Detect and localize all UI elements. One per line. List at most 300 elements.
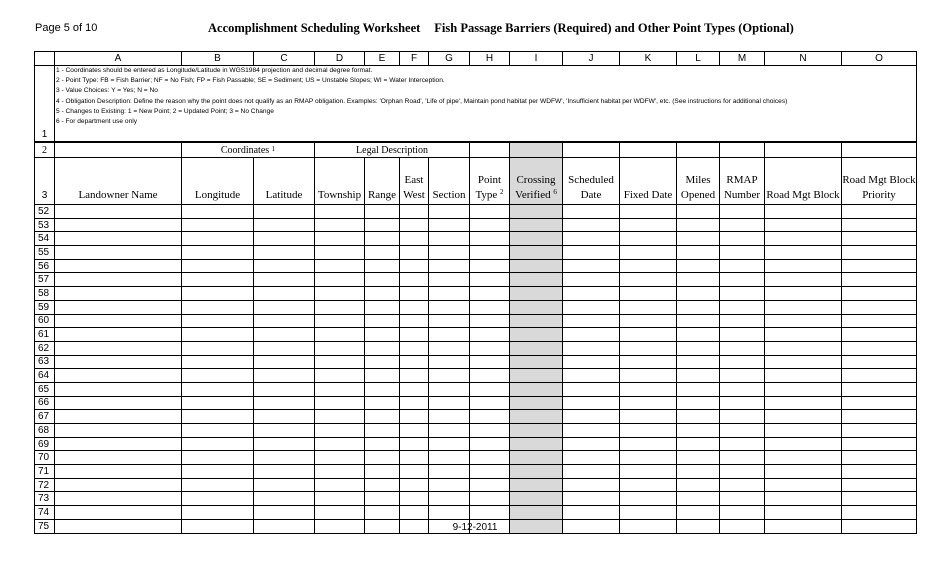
row-number[interactable]: 67 bbox=[35, 410, 55, 424]
data-cell[interactable] bbox=[254, 232, 315, 246]
crossing-verified-header[interactable]: Crossing Verified $^6$ bbox=[510, 158, 563, 205]
data-cell[interactable] bbox=[365, 451, 400, 465]
data-cell[interactable] bbox=[620, 273, 677, 287]
data-cell[interactable] bbox=[315, 341, 365, 355]
data-cell[interactable] bbox=[842, 328, 917, 342]
data-cell[interactable] bbox=[510, 341, 563, 355]
data-cell[interactable] bbox=[429, 396, 470, 410]
data-cell[interactable] bbox=[842, 300, 917, 314]
data-cell[interactable] bbox=[400, 437, 429, 451]
data-cell[interactable] bbox=[400, 424, 429, 438]
data-cell[interactable] bbox=[563, 382, 620, 396]
data-cell[interactable] bbox=[254, 382, 315, 396]
data-cell[interactable] bbox=[842, 218, 917, 232]
data-cell[interactable] bbox=[563, 259, 620, 273]
data-cell[interactable] bbox=[563, 300, 620, 314]
data-cell[interactable] bbox=[720, 246, 765, 260]
road-mgt-block-priority-header[interactable]: Road Mgt Block Priority bbox=[842, 158, 917, 205]
data-cell[interactable] bbox=[400, 314, 429, 328]
data-cell[interactable] bbox=[620, 506, 677, 520]
cell-n2[interactable] bbox=[765, 142, 842, 158]
data-cell[interactable] bbox=[620, 492, 677, 506]
data-cell[interactable] bbox=[470, 369, 510, 383]
data-cell[interactable] bbox=[620, 451, 677, 465]
data-cell[interactable] bbox=[315, 328, 365, 342]
column-header-j[interactable]: J bbox=[563, 52, 620, 66]
data-cell[interactable] bbox=[563, 287, 620, 301]
data-cell[interactable] bbox=[254, 506, 315, 520]
data-cell[interactable] bbox=[765, 218, 842, 232]
data-cell[interactable] bbox=[315, 246, 365, 260]
data-cell[interactable] bbox=[365, 492, 400, 506]
data-cell[interactable] bbox=[55, 382, 182, 396]
row-number[interactable]: 69 bbox=[35, 437, 55, 451]
data-cell[interactable] bbox=[563, 492, 620, 506]
data-cell[interactable] bbox=[400, 259, 429, 273]
data-cell[interactable] bbox=[429, 451, 470, 465]
data-cell[interactable] bbox=[429, 218, 470, 232]
data-cell[interactable] bbox=[182, 232, 254, 246]
data-cell[interactable] bbox=[720, 437, 765, 451]
data-cell[interactable] bbox=[510, 506, 563, 520]
data-cell[interactable] bbox=[182, 478, 254, 492]
column-header-o[interactable]: O bbox=[842, 52, 917, 66]
data-cell[interactable] bbox=[315, 465, 365, 479]
data-cell[interactable] bbox=[677, 246, 720, 260]
data-cell[interactable] bbox=[765, 246, 842, 260]
data-cell[interactable] bbox=[429, 314, 470, 328]
data-cell[interactable] bbox=[365, 410, 400, 424]
row-number[interactable]: 53 bbox=[35, 218, 55, 232]
longitude-header[interactable]: Longitude bbox=[182, 158, 254, 205]
data-cell[interactable] bbox=[315, 506, 365, 520]
data-cell[interactable] bbox=[182, 369, 254, 383]
data-cell[interactable] bbox=[55, 341, 182, 355]
data-cell[interactable] bbox=[842, 492, 917, 506]
data-cell[interactable] bbox=[365, 314, 400, 328]
data-cell[interactable] bbox=[182, 396, 254, 410]
row-number[interactable]: 73 bbox=[35, 492, 55, 506]
data-cell[interactable] bbox=[429, 369, 470, 383]
data-cell[interactable] bbox=[563, 218, 620, 232]
data-cell[interactable] bbox=[182, 451, 254, 465]
column-header-m[interactable]: M bbox=[720, 52, 765, 66]
row-number[interactable]: 72 bbox=[35, 478, 55, 492]
data-cell[interactable] bbox=[429, 205, 470, 219]
data-cell[interactable] bbox=[315, 232, 365, 246]
data-cell[interactable] bbox=[563, 396, 620, 410]
data-cell[interactable] bbox=[55, 506, 182, 520]
data-cell[interactable] bbox=[55, 273, 182, 287]
data-cell[interactable] bbox=[620, 424, 677, 438]
data-cell[interactable] bbox=[315, 218, 365, 232]
data-cell[interactable] bbox=[429, 478, 470, 492]
data-cell[interactable] bbox=[677, 424, 720, 438]
data-cell[interactable] bbox=[720, 287, 765, 301]
data-cell[interactable] bbox=[254, 246, 315, 260]
data-cell[interactable] bbox=[765, 341, 842, 355]
data-cell[interactable] bbox=[429, 437, 470, 451]
data-cell[interactable] bbox=[842, 314, 917, 328]
data-cell[interactable] bbox=[55, 355, 182, 369]
data-cell[interactable] bbox=[55, 478, 182, 492]
column-header-e[interactable]: E bbox=[365, 52, 400, 66]
data-cell[interactable] bbox=[182, 300, 254, 314]
data-cell[interactable] bbox=[365, 424, 400, 438]
data-cell[interactable] bbox=[400, 396, 429, 410]
data-cell[interactable] bbox=[254, 492, 315, 506]
data-cell[interactable] bbox=[720, 465, 765, 479]
data-cell[interactable] bbox=[254, 424, 315, 438]
data-cell[interactable] bbox=[563, 232, 620, 246]
data-cell[interactable] bbox=[55, 424, 182, 438]
data-cell[interactable] bbox=[510, 369, 563, 383]
data-cell[interactable] bbox=[510, 492, 563, 506]
data-cell[interactable] bbox=[677, 259, 720, 273]
data-cell[interactable] bbox=[365, 246, 400, 260]
data-cell[interactable] bbox=[429, 465, 470, 479]
data-cell[interactable] bbox=[677, 410, 720, 424]
data-cell[interactable] bbox=[254, 273, 315, 287]
data-cell[interactable] bbox=[842, 232, 917, 246]
data-cell[interactable] bbox=[677, 478, 720, 492]
data-cell[interactable] bbox=[510, 410, 563, 424]
section-header[interactable]: Section bbox=[429, 158, 470, 205]
row-number[interactable]: 59 bbox=[35, 300, 55, 314]
data-cell[interactable] bbox=[563, 341, 620, 355]
data-cell[interactable] bbox=[720, 259, 765, 273]
data-cell[interactable] bbox=[765, 314, 842, 328]
data-cell[interactable] bbox=[620, 232, 677, 246]
data-cell[interactable] bbox=[315, 273, 365, 287]
row-number[interactable]: 58 bbox=[35, 287, 55, 301]
data-cell[interactable] bbox=[620, 465, 677, 479]
data-cell[interactable] bbox=[677, 273, 720, 287]
data-cell[interactable] bbox=[470, 314, 510, 328]
row-number[interactable]: 60 bbox=[35, 314, 55, 328]
data-cell[interactable] bbox=[254, 287, 315, 301]
data-cell[interactable] bbox=[765, 437, 842, 451]
data-cell[interactable] bbox=[365, 341, 400, 355]
data-cell[interactable] bbox=[400, 355, 429, 369]
data-cell[interactable] bbox=[842, 259, 917, 273]
data-cell[interactable] bbox=[510, 437, 563, 451]
data-cell[interactable] bbox=[720, 410, 765, 424]
data-cell[interactable] bbox=[765, 451, 842, 465]
data-cell[interactable] bbox=[720, 506, 765, 520]
data-cell[interactable] bbox=[563, 451, 620, 465]
row-number[interactable]: 62 bbox=[35, 341, 55, 355]
data-cell[interactable] bbox=[720, 341, 765, 355]
data-cell[interactable] bbox=[470, 273, 510, 287]
data-cell[interactable] bbox=[429, 341, 470, 355]
data-cell[interactable] bbox=[510, 273, 563, 287]
data-cell[interactable] bbox=[677, 437, 720, 451]
data-cell[interactable] bbox=[429, 506, 470, 520]
data-cell[interactable] bbox=[182, 355, 254, 369]
data-cell[interactable] bbox=[510, 259, 563, 273]
data-cell[interactable] bbox=[620, 369, 677, 383]
data-cell[interactable] bbox=[429, 287, 470, 301]
data-cell[interactable] bbox=[677, 451, 720, 465]
data-cell[interactable] bbox=[677, 314, 720, 328]
data-cell[interactable] bbox=[400, 300, 429, 314]
data-cell[interactable] bbox=[720, 232, 765, 246]
data-cell[interactable] bbox=[677, 218, 720, 232]
data-cell[interactable] bbox=[254, 465, 315, 479]
data-cell[interactable] bbox=[315, 314, 365, 328]
data-cell[interactable] bbox=[365, 259, 400, 273]
cell-a2[interactable] bbox=[55, 142, 182, 158]
data-cell[interactable] bbox=[55, 451, 182, 465]
data-cell[interactable] bbox=[254, 355, 315, 369]
data-cell[interactable] bbox=[182, 205, 254, 219]
data-cell[interactable] bbox=[365, 369, 400, 383]
column-header-c[interactable]: C bbox=[254, 52, 315, 66]
data-cell[interactable] bbox=[620, 218, 677, 232]
data-cell[interactable] bbox=[400, 328, 429, 342]
data-cell[interactable] bbox=[620, 410, 677, 424]
data-cell[interactable] bbox=[400, 218, 429, 232]
data-cell[interactable] bbox=[315, 410, 365, 424]
data-cell[interactable] bbox=[510, 232, 563, 246]
data-cell[interactable] bbox=[429, 382, 470, 396]
cell-h2[interactable] bbox=[470, 142, 510, 158]
data-cell[interactable] bbox=[510, 478, 563, 492]
column-header-a[interactable]: A bbox=[55, 52, 182, 66]
data-cell[interactable] bbox=[365, 273, 400, 287]
data-cell[interactable] bbox=[365, 437, 400, 451]
data-cell[interactable] bbox=[470, 478, 510, 492]
data-cell[interactable] bbox=[470, 218, 510, 232]
data-cell[interactable] bbox=[510, 382, 563, 396]
data-cell[interactable] bbox=[254, 341, 315, 355]
data-cell[interactable] bbox=[720, 218, 765, 232]
data-cell[interactable] bbox=[55, 465, 182, 479]
data-cell[interactable] bbox=[720, 396, 765, 410]
data-cell[interactable] bbox=[254, 328, 315, 342]
data-cell[interactable] bbox=[720, 369, 765, 383]
data-cell[interactable] bbox=[182, 287, 254, 301]
east-west-header[interactable]: East West bbox=[400, 158, 429, 205]
data-cell[interactable] bbox=[429, 300, 470, 314]
data-cell[interactable] bbox=[400, 273, 429, 287]
data-cell[interactable] bbox=[842, 341, 917, 355]
data-cell[interactable] bbox=[365, 328, 400, 342]
data-cell[interactable] bbox=[315, 451, 365, 465]
data-cell[interactable] bbox=[365, 382, 400, 396]
data-cell[interactable] bbox=[470, 410, 510, 424]
data-cell[interactable] bbox=[365, 506, 400, 520]
row-number[interactable]: 57 bbox=[35, 273, 55, 287]
data-cell[interactable] bbox=[315, 382, 365, 396]
cell-m2[interactable] bbox=[720, 142, 765, 158]
data-cell[interactable] bbox=[400, 341, 429, 355]
data-cell[interactable] bbox=[765, 259, 842, 273]
data-cell[interactable] bbox=[620, 328, 677, 342]
data-cell[interactable] bbox=[400, 451, 429, 465]
data-cell[interactable] bbox=[55, 287, 182, 301]
data-cell[interactable] bbox=[470, 492, 510, 506]
data-cell[interactable] bbox=[182, 246, 254, 260]
row-number[interactable]: 56 bbox=[35, 259, 55, 273]
data-cell[interactable] bbox=[842, 205, 917, 219]
data-cell[interactable] bbox=[254, 396, 315, 410]
data-cell[interactable] bbox=[365, 355, 400, 369]
point-type-header[interactable]: Point Type $^2$ bbox=[470, 158, 510, 205]
data-cell[interactable] bbox=[765, 492, 842, 506]
data-cell[interactable] bbox=[55, 492, 182, 506]
data-cell[interactable] bbox=[365, 287, 400, 301]
data-cell[interactable] bbox=[429, 259, 470, 273]
data-cell[interactable] bbox=[400, 205, 429, 219]
data-cell[interactable] bbox=[720, 205, 765, 219]
data-cell[interactable] bbox=[470, 355, 510, 369]
data-cell[interactable] bbox=[429, 424, 470, 438]
data-cell[interactable] bbox=[842, 478, 917, 492]
township-header[interactable]: Township bbox=[315, 158, 365, 205]
data-cell[interactable] bbox=[55, 232, 182, 246]
data-cell[interactable] bbox=[677, 232, 720, 246]
data-cell[interactable] bbox=[365, 232, 400, 246]
data-cell[interactable] bbox=[470, 328, 510, 342]
data-cell[interactable] bbox=[677, 300, 720, 314]
data-cell[interactable] bbox=[470, 465, 510, 479]
data-cell[interactable] bbox=[842, 273, 917, 287]
data-cell[interactable] bbox=[182, 314, 254, 328]
data-cell[interactable] bbox=[315, 287, 365, 301]
data-cell[interactable] bbox=[470, 205, 510, 219]
column-header-g[interactable]: G bbox=[429, 52, 470, 66]
row-number[interactable]: 2 bbox=[35, 142, 55, 158]
landowner-name-header[interactable]: Landowner Name bbox=[55, 158, 182, 205]
footnotes-cell[interactable] bbox=[55, 66, 917, 143]
data-cell[interactable] bbox=[720, 424, 765, 438]
latitude-header[interactable]: Latitude bbox=[254, 158, 315, 205]
data-cell[interactable] bbox=[842, 396, 917, 410]
data-cell[interactable] bbox=[254, 478, 315, 492]
data-cell[interactable] bbox=[182, 437, 254, 451]
data-cell[interactable] bbox=[765, 355, 842, 369]
row-number[interactable]: 71 bbox=[35, 465, 55, 479]
data-cell[interactable] bbox=[677, 465, 720, 479]
data-cell[interactable] bbox=[55, 437, 182, 451]
data-cell[interactable] bbox=[620, 205, 677, 219]
column-header-l[interactable]: L bbox=[677, 52, 720, 66]
data-cell[interactable] bbox=[563, 314, 620, 328]
column-header-b[interactable]: B bbox=[182, 52, 254, 66]
data-cell[interactable] bbox=[677, 328, 720, 342]
row-number[interactable]: 64 bbox=[35, 369, 55, 383]
data-cell[interactable] bbox=[510, 465, 563, 479]
data-cell[interactable] bbox=[765, 287, 842, 301]
data-cell[interactable] bbox=[254, 218, 315, 232]
cell-o2[interactable] bbox=[842, 142, 917, 158]
data-cell[interactable] bbox=[400, 506, 429, 520]
data-cell[interactable] bbox=[429, 355, 470, 369]
data-cell[interactable] bbox=[182, 341, 254, 355]
data-cell[interactable] bbox=[765, 232, 842, 246]
data-cell[interactable] bbox=[510, 451, 563, 465]
data-cell[interactable] bbox=[315, 424, 365, 438]
data-cell[interactable] bbox=[765, 205, 842, 219]
data-cell[interactable] bbox=[400, 232, 429, 246]
data-cell[interactable] bbox=[400, 246, 429, 260]
data-cell[interactable] bbox=[620, 300, 677, 314]
data-cell[interactable] bbox=[720, 355, 765, 369]
legal-description-header[interactable]: Legal Description bbox=[315, 142, 470, 158]
data-cell[interactable] bbox=[315, 492, 365, 506]
data-cell[interactable] bbox=[510, 218, 563, 232]
data-cell[interactable] bbox=[400, 465, 429, 479]
data-cell[interactable] bbox=[315, 300, 365, 314]
data-cell[interactable] bbox=[365, 218, 400, 232]
data-cell[interactable] bbox=[563, 424, 620, 438]
data-cell[interactable] bbox=[842, 369, 917, 383]
data-cell[interactable] bbox=[765, 506, 842, 520]
column-header-f[interactable]: F bbox=[400, 52, 429, 66]
data-cell[interactable] bbox=[765, 369, 842, 383]
data-cell[interactable] bbox=[429, 246, 470, 260]
data-cell[interactable] bbox=[429, 410, 470, 424]
cell-i2[interactable] bbox=[510, 142, 563, 158]
data-cell[interactable] bbox=[400, 382, 429, 396]
data-cell[interactable] bbox=[182, 424, 254, 438]
data-cell[interactable] bbox=[55, 314, 182, 328]
column-header-h[interactable]: H bbox=[470, 52, 510, 66]
row-number[interactable]: 3 bbox=[35, 158, 55, 205]
scheduled-date-header[interactable]: Scheduled Date bbox=[563, 158, 620, 205]
data-cell[interactable] bbox=[620, 259, 677, 273]
data-cell[interactable] bbox=[765, 382, 842, 396]
data-cell[interactable] bbox=[620, 287, 677, 301]
data-cell[interactable] bbox=[842, 506, 917, 520]
data-cell[interactable] bbox=[315, 355, 365, 369]
row-number[interactable]: 66 bbox=[35, 396, 55, 410]
data-cell[interactable] bbox=[510, 287, 563, 301]
cell-k2[interactable] bbox=[620, 142, 677, 158]
data-cell[interactable] bbox=[182, 328, 254, 342]
data-cell[interactable] bbox=[842, 465, 917, 479]
data-cell[interactable] bbox=[55, 369, 182, 383]
data-cell[interactable] bbox=[365, 205, 400, 219]
data-cell[interactable] bbox=[620, 382, 677, 396]
miles-opened-header[interactable]: Miles Opened bbox=[677, 158, 720, 205]
data-cell[interactable] bbox=[677, 369, 720, 383]
data-cell[interactable] bbox=[765, 396, 842, 410]
data-cell[interactable] bbox=[510, 396, 563, 410]
data-cell[interactable] bbox=[563, 205, 620, 219]
data-cell[interactable] bbox=[563, 437, 620, 451]
data-cell[interactable] bbox=[182, 259, 254, 273]
data-cell[interactable] bbox=[470, 246, 510, 260]
data-cell[interactable] bbox=[55, 300, 182, 314]
data-cell[interactable] bbox=[620, 341, 677, 355]
data-cell[interactable] bbox=[842, 287, 917, 301]
row-number[interactable]: 68 bbox=[35, 424, 55, 438]
data-cell[interactable] bbox=[470, 300, 510, 314]
data-cell[interactable] bbox=[365, 300, 400, 314]
data-cell[interactable] bbox=[182, 410, 254, 424]
data-cell[interactable] bbox=[429, 232, 470, 246]
data-cell[interactable] bbox=[365, 478, 400, 492]
data-cell[interactable] bbox=[563, 465, 620, 479]
data-cell[interactable] bbox=[563, 410, 620, 424]
data-cell[interactable] bbox=[55, 259, 182, 273]
column-header-i[interactable]: I bbox=[510, 52, 563, 66]
data-cell[interactable] bbox=[182, 273, 254, 287]
data-cell[interactable] bbox=[182, 465, 254, 479]
